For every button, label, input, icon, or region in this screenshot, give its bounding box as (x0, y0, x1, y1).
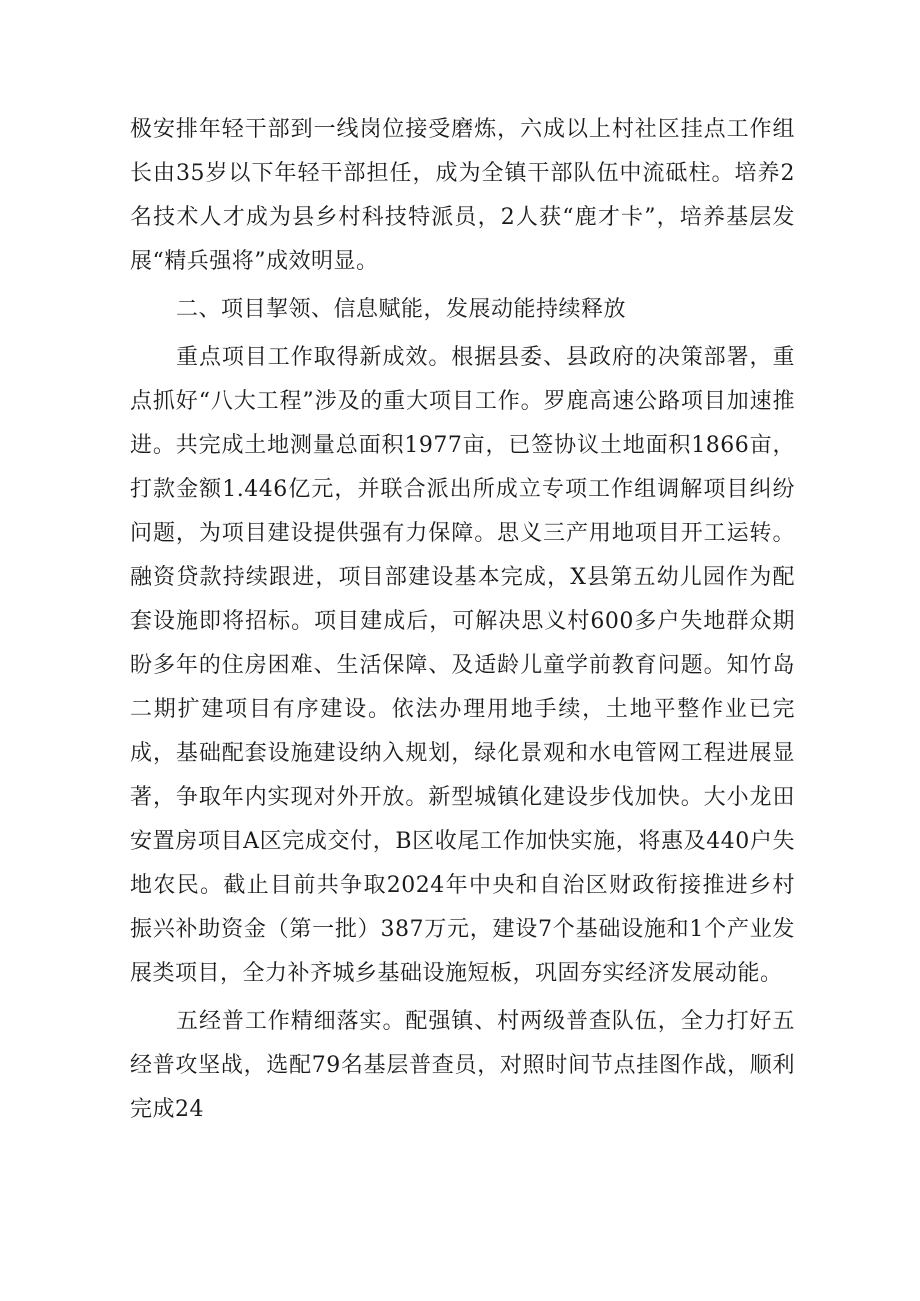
document-body (130, 108, 795, 1132)
paragraph-key-projects: 重点项目工作取得新成效。根据县委、县政府的决策部署，重点抓好“八大工程”涉及的重大项目工作。罗鹿高速公路项目加速推进。共完成土地测量总面积1977亩，已签协议土地面积1866亩，打款金额1.446亿元，并联合派出所成立专项工作组调解项目纠纷问题，为项目建设提供强有力保障。思义三产用地项目开工运转。融资贷款持续跟进，项目部建设基本完成，X县第五幼儿园作为配套设施即将招标。项目建成后，可解决思义村600多户失地群众期盼多年的住房困难、生活保障、及适龄儿童学前教育问题。知竹岛二期扩建项目有序建设。依法办理用地手续，土地平整作业已完成，基础配套设施建设纳入规划，绿化景观和水电管网工程进展显著，争取年内实现对外开放。新型城镇化建设步伐加快。大小龙田安置房项目A区完成交付，B区收尾工作加快实施，将惠及440户失地农民。截止目前共争取2024年中央和自治区财政衔接推进乡村振兴补助资金（第一批）387万元，建设7个基础设施和1个产业发展类项目，全力补齐城乡基础设施短板，巩固夯实经济发展动能。 (130, 345, 795, 986)
section-heading-projects: 二、项目挈领、信息赋能，发展动能持续释放 (176, 297, 627, 322)
paragraph-economic-census: 五经普工作精细落实。配强镇、村两级普查队伍，全力打好五经普攻坚战，选配79名基层普查员，对照时间节点挂图作战，顺利完成24 (130, 1009, 795, 1122)
paragraph-cadre-training: 极安排年轻干部到一线岗位接受磨炼，六成以上村社区挂点工作组长由35岁以下年轻干部担任，成为全镇干部队伍中流砥柱。培养2名技术人才成为县乡村科技特派员，2人获“鹿才卡”，培养基层发展“精兵强将”成效明显。 (130, 117, 795, 274)
